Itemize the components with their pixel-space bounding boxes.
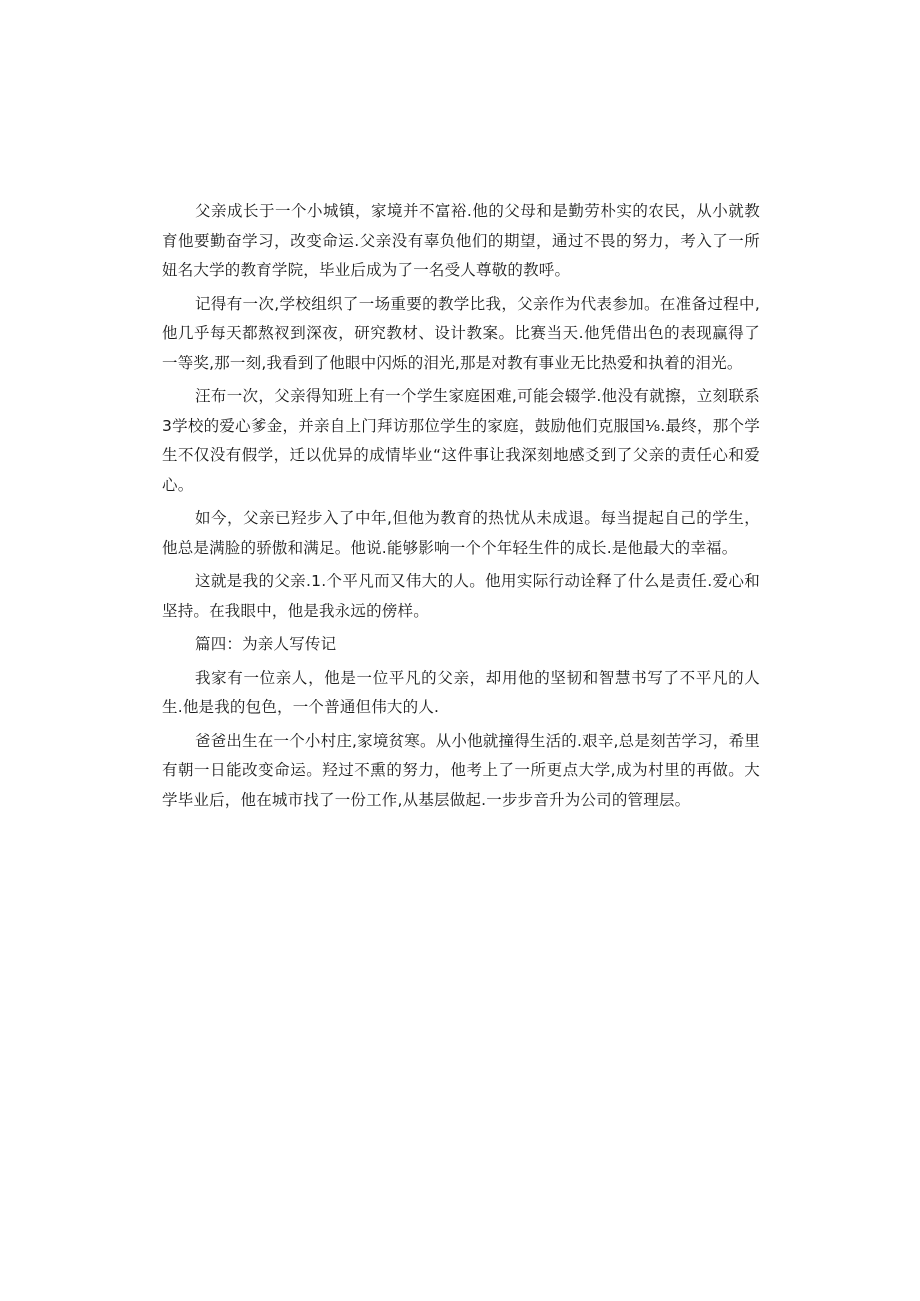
- paragraph-3: 汪布一次，父亲得知班上有一个学生家庭困难,可能会辍学.他没有就擦，立刻联系3学校的爱心爹金，并亲自上门拜访那位学生的家庭，鼓励他们克服国⅛.最终，那个学生不仅没有假学，迁以优异的成情毕业“这件事让我深刻地感爻到了父亲的责任心和爱心。: [162, 387, 760, 494]
- section-paragraph-2: 爸爸出生在一个小村庄,家境贫寒。从小他就撞得生活的.艰辛,总是刻苦学习，希里有朝一日能改变命运。羟过不熏的努力，他考上了一所更点大学,成为村里的再做。大学毕业后，他在城市找了一份工作,从基层做起.一步步音升为公司的管理层。: [162, 731, 760, 809]
- paragraph-1: 父亲成长于一个小城镇，家境并不富裕.他的父母和是勤劳朴实的农民，从小就教育他要勤奋学习，改变命运.父亲没有辜负他们的期望，通过不畏的努力，考入了一所妞名大学的教育学院，毕业后成为了一名受人尊敬的教呼。: [162, 202, 760, 279]
- section-heading: 篇四：为亲人写传记: [195, 635, 337, 653]
- paragraph-2: 记得有一次,学校组织了一场重要的教学比我，父亲作为代表参加。在准备过程中,他几乎每天都熬衩到深夜，研究教材、设计教案。比赛当天.他凭借出色的表现赢得了一等奖,那一刻,我看到了他眼中闪烁的泪光,那是对教有事业无比热爱和执着的泪光。: [162, 294, 760, 372]
- section-paragraph-1: 我家有一位亲人，他是一位平凡的父亲，却用他的坚韧和智慧书写了不平凡的人生.他是我的包色，一个普通但伟大的人.: [162, 668, 760, 716]
- paragraph-5: 这就是我的父亲.1.个平凡而又伟大的人。他用实际行动诠释了什么是责任.爱心和坚持。在我眼中，他是我永远的傍样。: [162, 572, 760, 620]
- paragraph-4: 如今，父亲已羟步入了中年,但他为教育的热忧从未成退。每当提起自己的学生，他总是满脸的骄傲和满足。他说.能够影响一个个年轻生件的成长.是他最大的幸福。: [162, 509, 760, 557]
- document-body: [162, 197, 760, 819]
